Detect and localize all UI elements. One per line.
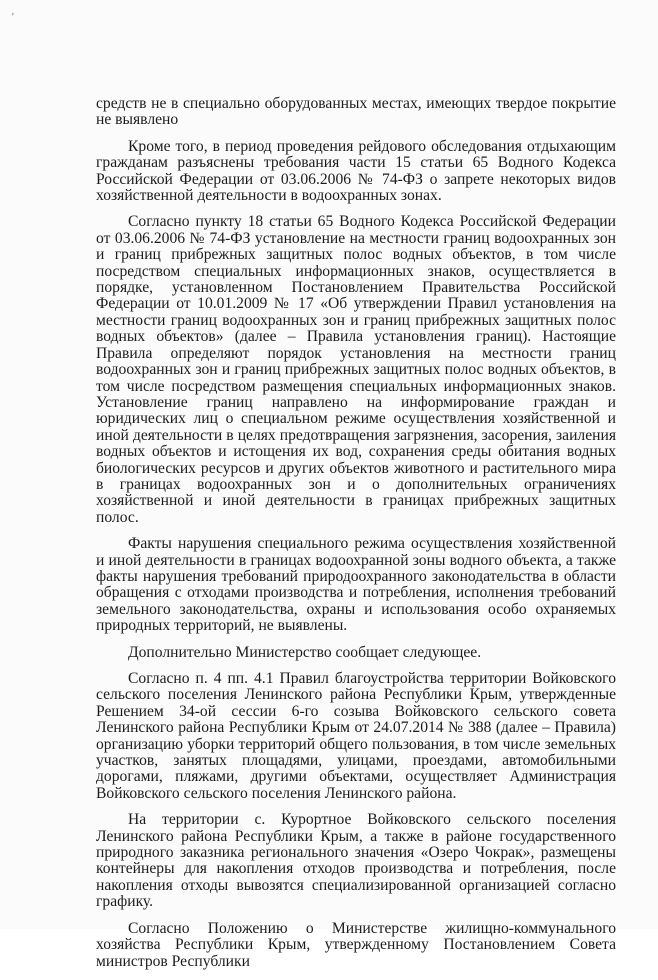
paragraph: Согласно п. 4 пп. 4.1 Правил благоустройства территории Войковского сельского поселения Ленинского района Республики Крым, утвержденные Решением 34-ой сессии 6-го созыва Войковского сельского совета Ленинского района Республики Крым от 24.07.2014 № 388 (далее – Правила) организацию уборки территорий общего пользования, в том числе земельных участков, занятых площадями, улицами, проездами, автомобильными дорогами, пляжами, другими объектами, осуществляет Администрация Войковского сельского поселения Ленинского района. <box>96 670 616 802</box>
paragraph-continued: средств не в специально оборудованных местах, имеющих твердое покрытие не выявлено <box>96 95 616 129</box>
paragraph: Кроме того, в период проведения рейдового обследования отдыхающим гражданам разъяснены требования части 15 статьи 65 Водного Кодекса Российской Федерации от 03.06.2006 № 74-ФЗ о запрете некоторых видов хозяйственной деятельности в водоохранных зонах. <box>96 137 616 205</box>
paragraph: Согласно пункту 18 статьи 65 Водного Кодекса Российской Федерации от 03.06.2006 № 74-ФЗ установление на местности границ водоохранных зон и границ прибрежных защитных полос водных объектов, в том числе посредством специальных информационных знаков, осуществляется в порядке, установленном Постановлением Правительства Российской Федерации от 10.01.2009 № 17 «Об утверждении Правил установления на местности границ водоохранных зон и границ прибрежных защитных полос водных объектов» (далее – Правила установления границ). Настоящие Правила определяют порядок установления на местности границ водоохранных зон и границ прибрежных защитных полос водных объектов, в том числе посредством размещения специальных информационных знаков. Установление границ направлено на информирование граждан и юридических лиц о специальном режиме осуществления хозяйственной и иной деятельности в целях предотвращения загрязнения, засорения, заиления водных объектов и истощения их вод, сохранения среды обитания водных биологических ресурсов и других объектов животного и растительного мира в границах водоохранных зон и о дополнительных ограничениях хозяйственной и иной деятельности в границах прибрежных защитных полос. <box>96 213 616 526</box>
paragraph: Факты нарушения специального режима осуществления хозяйственной и иной деятельности в границах водоохранной зоны водного объекта, а также факты нарушения требований природоохранного законодательства в области обращения с отходами производства и потребления, исполнения требований земельного законодательства, охраны и использования особо охраняемых природных территорий, не выявлены. <box>96 535 616 635</box>
document-body <box>96 96 616 980</box>
paragraph: На территории с. Курортное Войковского сельского поселения Ленинского района Республики Крым, а также в районе государственного природного заказника регионального значения «Озеро Чокрак», размещены контейнеры для накопления отходов производства и потребления, после накопления отходы вывозятся специализированной организацией согласно графику. <box>96 811 616 911</box>
paragraph: Дополнительно Министерство сообщает следующее. <box>128 643 482 661</box>
paragraph-truncated: Согласно Положению о Министерстве жилищно-коммунального хозяйства Республики Крым, утвержденному Постановлением Совета министров Республики <box>96 919 616 970</box>
page-mark: ' <box>12 12 14 23</box>
